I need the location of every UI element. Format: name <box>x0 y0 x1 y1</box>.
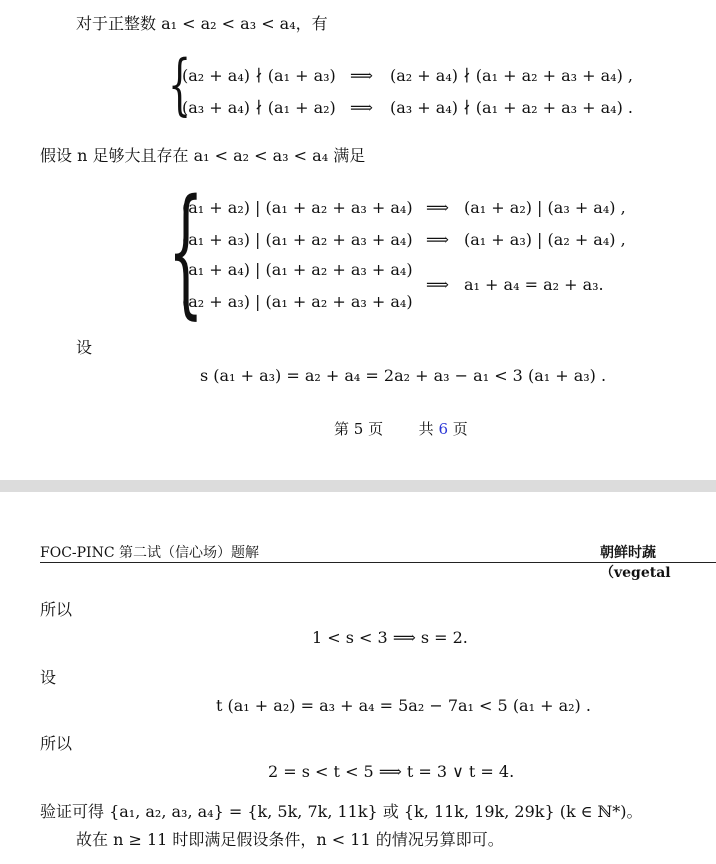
implies-arrow: ⟹ <box>426 275 449 294</box>
page-total-suffix: 页 <box>447 420 468 438</box>
intro-text: 对于正整数 a₁ < a₂ < a₃ < a₄，有 <box>76 14 328 33</box>
so-text: 所以 <box>40 734 73 753</box>
system1-row1-lhs: (a₂ + a₄) ∤ (a₁ + a₃) <box>182 66 336 85</box>
header-rule <box>40 562 716 563</box>
header-right: 朝鲜时蔬（vegetal <box>600 545 671 581</box>
page-number: 第 5 页 <box>334 420 384 438</box>
assumption-text: 假设 n 足够大且存在 a₁ < a₂ < a₃ < a₄ 满足 <box>40 146 366 165</box>
system1-row1-rhs: (a₂ + a₄) ∤ (a₁ + a₂ + a₃ + a₄) , <box>390 66 633 85</box>
system2-row4-lhs: (a₂ + a₃) | (a₁ + a₂ + a₃ + a₄) <box>182 292 413 311</box>
page-6 <box>0 492 716 864</box>
equation-s: s (a₁ + a₃) = a₂ + a₄ = 2a₂ + a₃ − a₁ < 3 (a₁ + a₃) . <box>200 366 607 385</box>
page-separator <box>0 480 716 492</box>
equation-s-range: 1 < s < 3 ⟹ s = 2. <box>312 628 468 647</box>
let-text: 设 <box>76 338 93 357</box>
left-brace: { <box>168 170 204 333</box>
let-text: 设 <box>40 668 57 687</box>
system2-row1-lhs: (a₁ + a₂) | (a₁ + a₂ + a₃ + a₄) <box>182 198 413 217</box>
page-footer <box>334 418 468 439</box>
left-brace: { <box>168 46 192 123</box>
implies-arrow: ⟹ <box>426 230 449 249</box>
equation-t: t (a₁ + a₂) = a₃ + a₄ = 5a₂ − 7a₁ < 5 (a₁ + a₂) . <box>216 696 591 715</box>
conclusion-text: 故在 n ≥ 11 时即满足假设条件，n < 11 的情况另算即可。 <box>76 830 504 849</box>
verification-text: 验证可得 {a₁, a₂, a₃, a₄} = {k, 5k, 7k, 11k} 或 {k, 11k, 19k, 29k} (k ∈ ℕ*)。 <box>40 802 643 821</box>
system2-row3-lhs: (a₁ + a₄) | (a₁ + a₂ + a₃ + a₄) <box>182 260 413 279</box>
implies-arrow: ⟹ <box>426 198 449 217</box>
system2-row1-rhs: (a₁ + a₂) | (a₃ + a₄) , <box>464 198 626 217</box>
system2-row2-lhs: (a₁ + a₃) | (a₁ + a₂ + a₃ + a₄) <box>182 230 413 249</box>
header-left: FOC-PINC 第二试（信心场）题解 <box>40 545 259 561</box>
system1-row2-rhs: (a₃ + a₄) ∤ (a₁ + a₂ + a₃ + a₄) . <box>390 98 633 117</box>
system1-row2-lhs: (a₃ + a₄) ∤ (a₁ + a₂) <box>182 98 336 117</box>
implies-arrow: ⟹ <box>350 98 373 117</box>
page-total-link[interactable]: 6 <box>438 420 448 438</box>
so-text: 所以 <box>40 600 73 619</box>
implies-arrow: ⟹ <box>350 66 373 85</box>
system2-combined-rhs: a₁ + a₄ = a₂ + a₃. <box>464 275 604 294</box>
equation-t-range: 2 = s < t < 5 ⟹ t = 3 ∨ t = 4. <box>268 762 515 781</box>
page-total-label: 共 <box>418 420 439 438</box>
system2-row2-rhs: (a₁ + a₃) | (a₂ + a₄) , <box>464 230 626 249</box>
